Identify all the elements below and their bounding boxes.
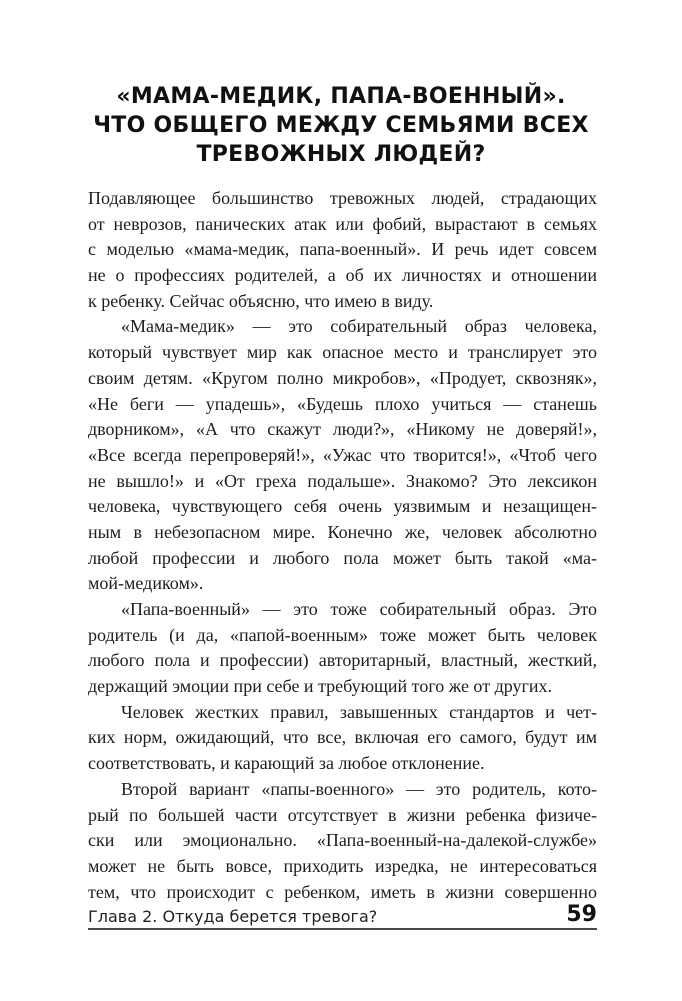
title-line: «МАМА-МЕДИК, ПАПА-ВОЕННЫЙ». bbox=[116, 84, 566, 109]
footer-rule bbox=[88, 928, 597, 930]
text-line: «Не беги — упадешь», «Будешь плохо учиться — станешь bbox=[88, 393, 597, 414]
text-line: человека, чувствующего себя очень уязвимым и незащищен- bbox=[88, 496, 597, 517]
text-line: к ребенку. Сейчас объясню, что имею в виду. bbox=[88, 290, 434, 311]
text-line: держащий эмоции при себе и требующий того же от других. bbox=[88, 676, 553, 697]
text-line: родитель (и да, «папой-военным» тоже может быть человек bbox=[88, 624, 597, 645]
text-line: с моделью «мама-медик, папа-военный». И речь идет совсем bbox=[88, 239, 597, 260]
body-text bbox=[88, 186, 597, 905]
text-line: мой-медиком». bbox=[88, 573, 204, 594]
text-line: соответствовать, и карающий за любое отклонение. bbox=[88, 753, 485, 774]
text-line: может не быть вовсе, приходить изредка, не интересоваться bbox=[88, 855, 597, 876]
text-line: тем, что происходит с ребенком, иметь в жизни совершенно bbox=[88, 881, 597, 902]
text-line: «Мама-медик» — это собирательный образ человека, bbox=[121, 316, 597, 337]
text-line: любой профессии и любого пола может быть такой «ма- bbox=[88, 547, 597, 568]
text-line: ких норм, ожидающий, что все, включая его самого, будут им bbox=[88, 727, 597, 748]
title-line: ТРЕВОЖНЫХ ЛЮДЕЙ? bbox=[196, 142, 486, 167]
text-line: любого пола и профессии) авторитарный, властный, жесткий, bbox=[88, 650, 597, 671]
page-number: 59 bbox=[566, 902, 597, 927]
page-footer bbox=[88, 901, 597, 931]
text-line: рый по большей части отсутствует в жизни ребенка физиче- bbox=[88, 804, 597, 825]
text-line: от неврозов, панических атак или фобий, вырастают в семьях bbox=[88, 213, 597, 234]
text-line: который чувствует мир как опасное место и транслирует это bbox=[88, 342, 597, 363]
text-line: «Папа-военный» — это тоже собирательный образ. Это bbox=[121, 599, 597, 619]
text-line: ным в небезопасном мире. Конечно же, человек абсолютно bbox=[88, 521, 597, 542]
text-line: ски или эмоционально. «Папа-военный-на-далекой-службе» bbox=[88, 830, 597, 851]
text-line: Подавляющее большинство тревожных людей, страдающих bbox=[88, 188, 597, 208]
text-line: своим детям. «Кругом полно микробов», «Продует, сквозняк», bbox=[88, 367, 597, 388]
chapter-section-title bbox=[60, 82, 622, 169]
text-line: дворником», «А что скажут люди?», «Никому не доверяй!», bbox=[88, 419, 597, 440]
text-line: не вышло!» и «От греха подальше». Знакомо? Это лексикон bbox=[88, 470, 597, 491]
text-line: Человек жестких правил, завышенных стандартов и чет- bbox=[121, 701, 597, 722]
text-line: не о профессиях родителей, а об их личностях и отношении bbox=[88, 265, 597, 286]
text-line: «Все всегда перепроверяй!», «Ужас что творится!», «Чтоб чего bbox=[88, 444, 597, 465]
title-line: ЧТО ОБЩЕГО МЕЖДУ СЕМЬЯМИ ВСЕХ bbox=[93, 113, 589, 138]
text-line: Второй вариант «папы-военного» — это родитель, кото- bbox=[121, 778, 597, 799]
running-footer-chapter: Глава 2. Откуда берется тревога? bbox=[88, 907, 378, 926]
